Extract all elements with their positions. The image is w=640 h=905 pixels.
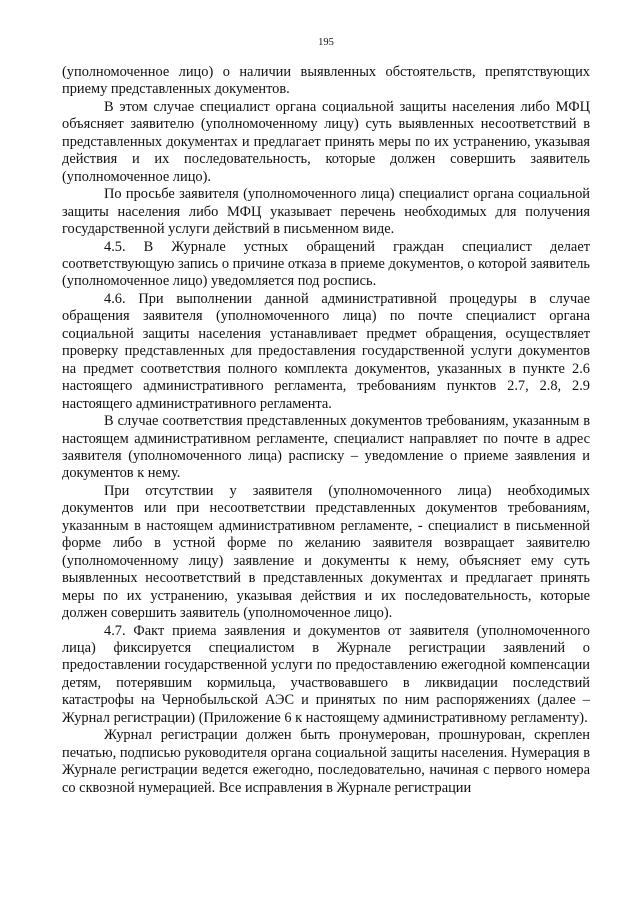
paragraph-journal: Журнал регистрации должен быть пронумерован, прошнурован, скреплен печатью, подписью руководителя органа социальной защиты населения. Нумерация в Журнале регистрации ведется ежегодно, последовательно, начиная с первого номера со сквозной нумерацией. Все исправления в Журнале регистрации	[62, 727, 590, 796]
paragraph-compliance: В случае соответствия представленных документов требованиям, указанным в настоящем административном регламенте, специалист направляет по почте в адрес заявителя (уполномоченного лица) расписку – уведомление о приеме заявления и документов к нему.	[62, 413, 590, 482]
paragraph-4-6: 4.6. При выполнении данной административной процедуры в случае обращения заявителя (уполномоченного лица) по почте специалист органа социальной защиты населения устанавливает предмет обращения, осуществляет проверку представленных для предоставления государственной услуги документов на предмет соответствия полного комплекта документов, указанных в пункте 2.6 настоящего административного регламента, требованиям пунктов 2.7, 2.8, 2.9 настоящего административного регламента.	[62, 290, 590, 412]
page-number: 195	[318, 37, 334, 48]
document-body	[62, 64, 590, 797]
paragraph-specialist-explains: В этом случае специалист органа социальной защиты населения либо МФЦ объясняет заявителю (уполномоченному лицу) суть выявленных несоответствий в представленных документах и предлагает принять меры по их устранению, указывая действия и их последовательность, которые должен совершить заявитель (уполномоченное лицо).	[62, 98, 590, 185]
paragraph-continuation: (уполномоченное лицо) о наличии выявленных обстоятельств, препятствующих приему представленных документов.	[62, 64, 590, 98]
paragraph-4-7: 4.7. Факт приема заявления и документов от заявителя (уполномоченного лица) фиксируется специалистом в Журнале регистрации заявлений о предоставлении государственной услуги по предоставлению ежегодной компенсации детям, потерявшим кормильца, участвовавшего в ликвидации последствий катастрофы на Чернобыльской АЭС и принятых по ним распоряжениях (далее – Журнал регистрации) (Приложение 6 к настоящему административному регламенту).	[62, 622, 590, 726]
paragraph-4-5: 4.5. В Журнале устных обращений граждан специалист делает соответствующую запись о причине отказа в приеме документов, о которой заявитель (уполномоченное лицо) уведомляется под роспись.	[62, 238, 590, 290]
paragraph-written-list: По просьбе заявителя (уполномоченного лица) специалист органа социальной защиты населения либо МФЦ указывает перечень необходимых для получения государственной услуги действий в письменном виде.	[62, 186, 590, 238]
paragraph-absence: При отсутствии у заявителя (уполномоченного лица) необходимых документов или при несоответствии представленных документов требованиям, указанным в настоящем административном регламенте, - специалист в письменной форме либо в устной форме по желанию заявителя возвращает заявителю (уполномоченному лицу) заявление и документы к нему, объясняет ему суть выявленных несоответствий в представленных документах и предлагает принять меры по их устранению, указывая действия и их последовательность, которые должен совершить заявитель (уполномоченное лицо).	[62, 482, 590, 622]
